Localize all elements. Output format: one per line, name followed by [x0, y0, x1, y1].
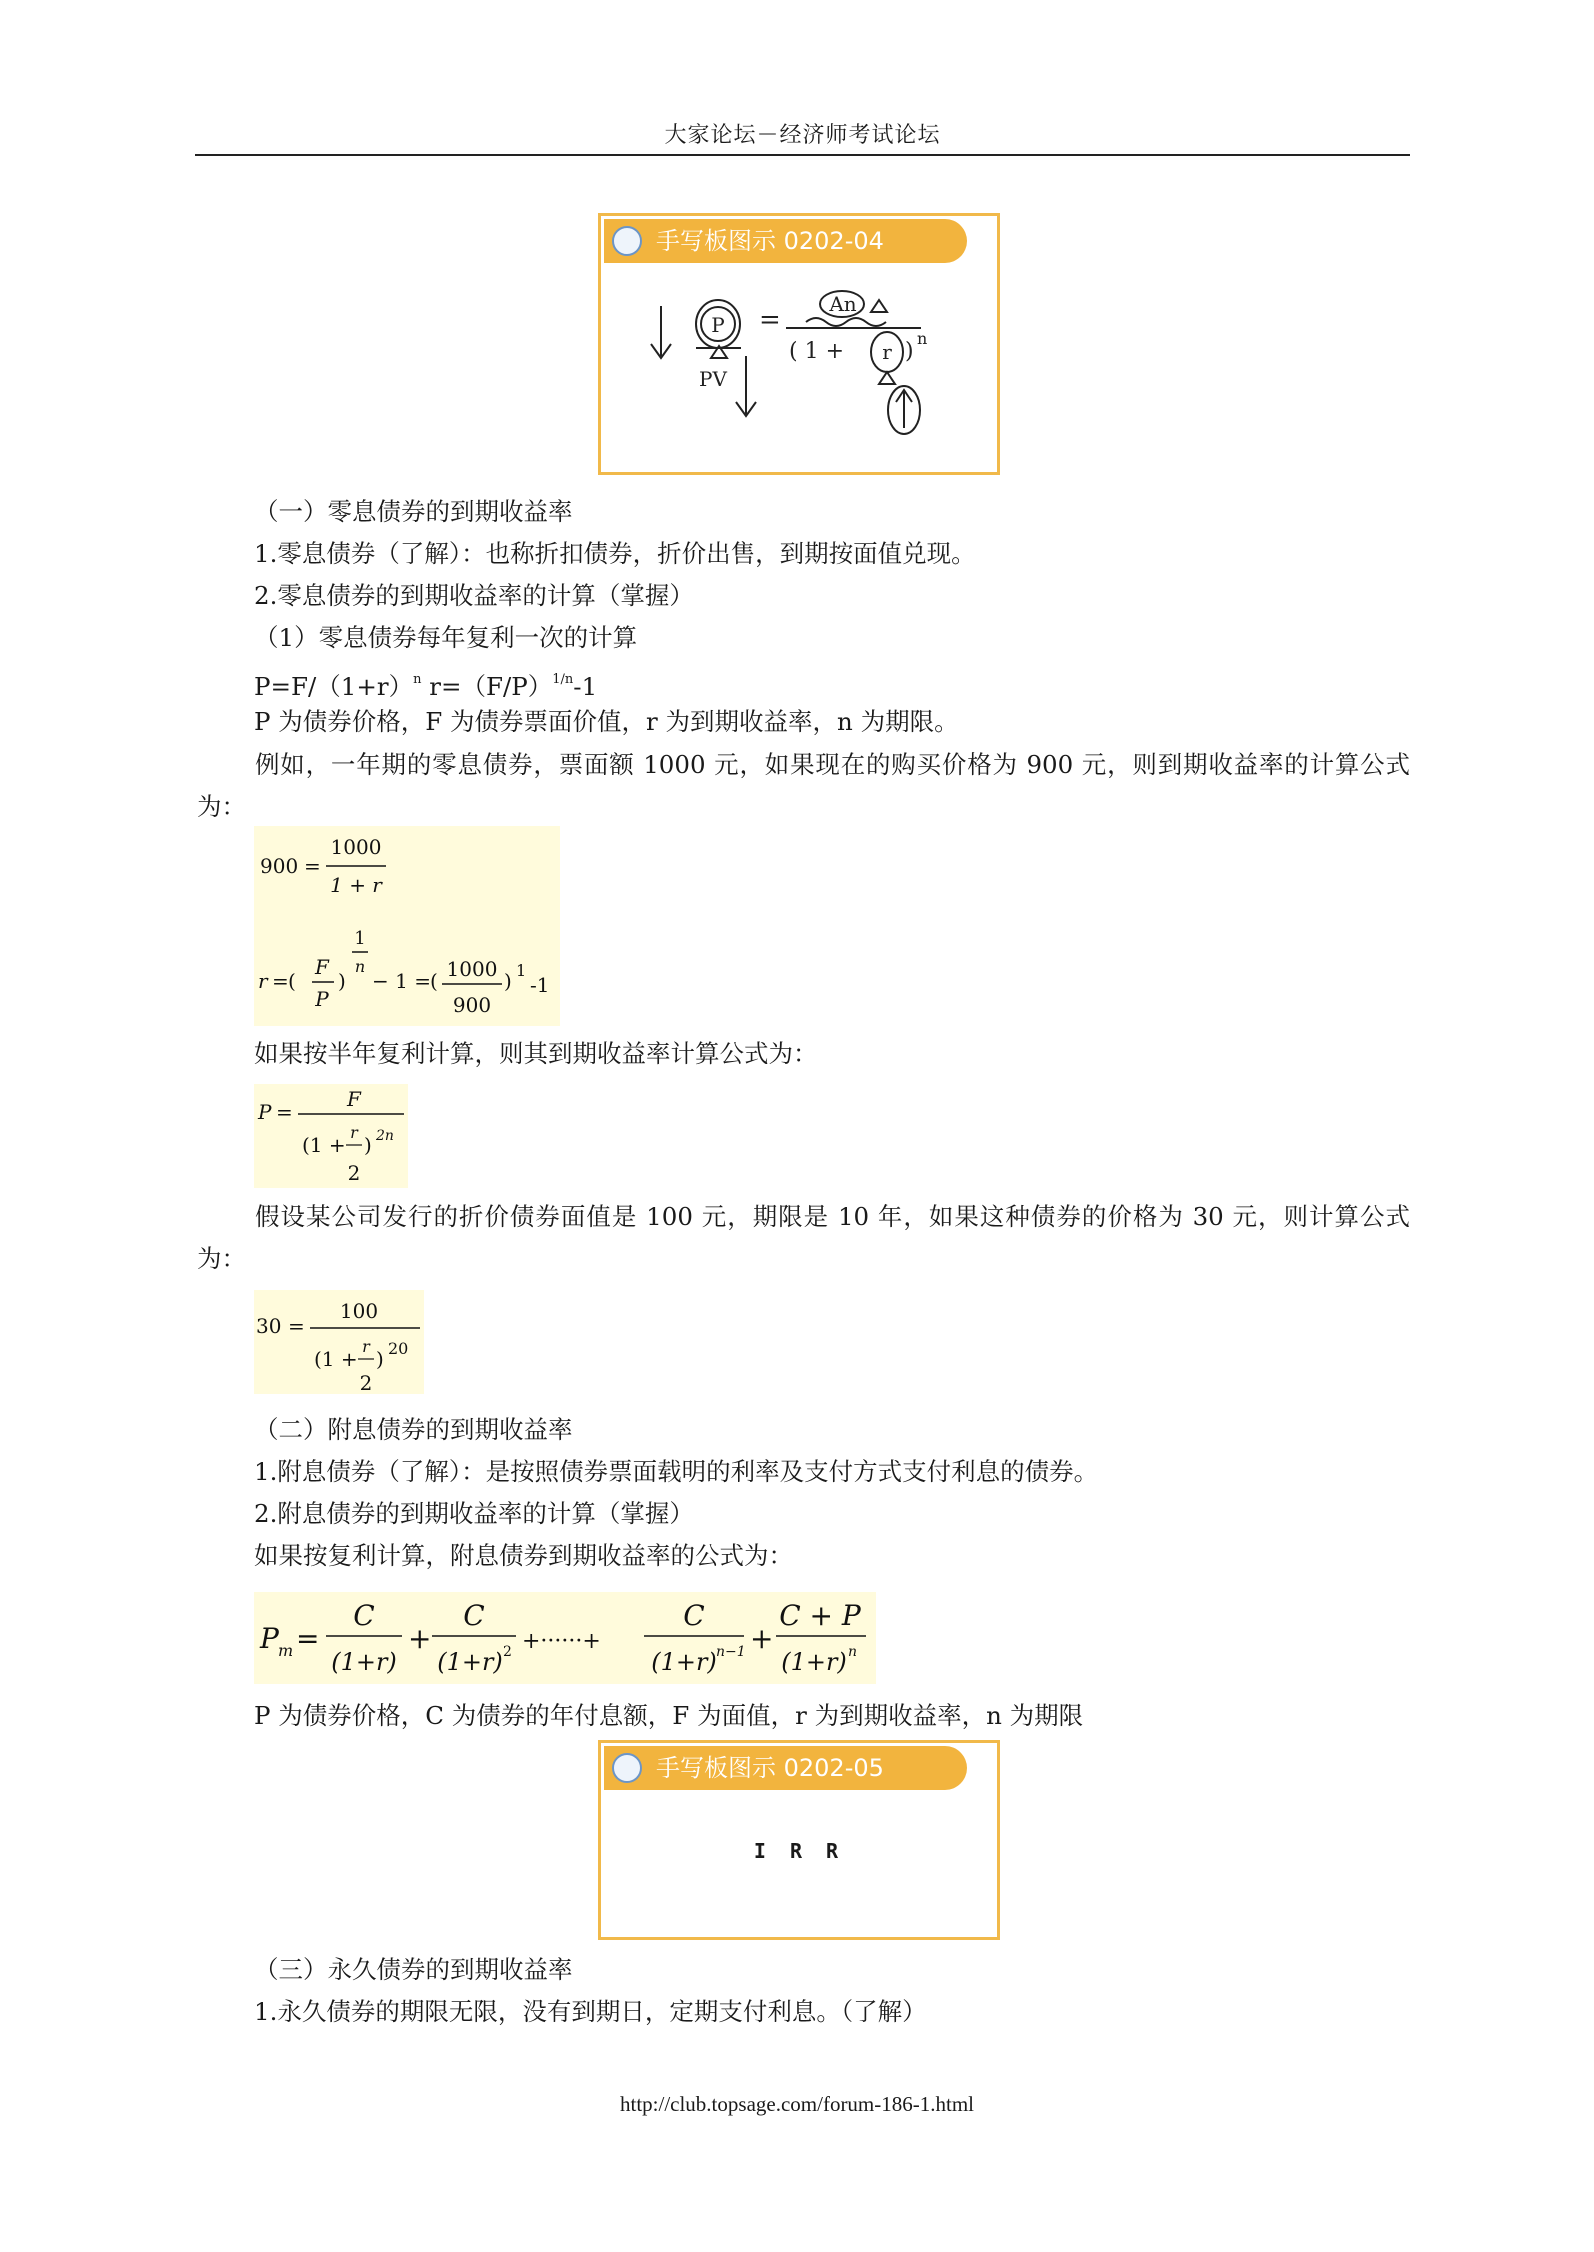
f2-open: (1 + [302, 1133, 346, 1157]
f1-F: F [315, 955, 329, 979]
f4-dots: +······+ [522, 1629, 601, 1654]
f4-d2: (1+r) [437, 1648, 503, 1676]
section-2-item-2: 2.附息债券的到期收益率的计算（掌握） [254, 1499, 694, 1528]
f4-P: P [260, 1622, 279, 1655]
board-title: 手写板图示 0202-05 [656, 1754, 884, 1782]
f3-pow: 20 [388, 1339, 409, 1358]
f3-close: ) [376, 1347, 384, 1371]
f1-num2: 1000 [446, 957, 498, 981]
f1-exp-num: 1 [354, 928, 366, 949]
section-1-sub-1: （1）零息债券每年复利一次的计算 [254, 623, 638, 652]
f2-two: 2 [347, 1161, 361, 1185]
section-2-compound-text: 如果按复利计算，附息债券到期收益率的公式为： [254, 1541, 793, 1570]
section-2-heading: （二）附息债券的到期收益率 [254, 1415, 573, 1444]
f1-exp-den: n [354, 957, 366, 976]
f1-eq: = [304, 854, 321, 878]
scribble [806, 318, 886, 326]
section-1-item-2: 2.零息债券的到期收益率的计算（掌握） [254, 581, 694, 610]
pen-icon [612, 1753, 642, 1783]
f1-pow: 1 [516, 961, 527, 980]
f1-r: r [258, 969, 268, 993]
f1-lhs: 900 [260, 854, 299, 878]
f2-pow: 2n [376, 1128, 394, 1144]
f3-open: (1 + [314, 1347, 358, 1371]
f4-p2: 2 [503, 1644, 512, 1660]
page-footer-url: http://club.topsage.com/forum-186-1.html [619, 2092, 975, 2116]
section-1-definition: P 为债券价格，F 为债券票面价值，r 为到期收益率，n 为期限。 [254, 707, 959, 736]
sketch-an: An [829, 292, 857, 316]
f2-eq: = [276, 1100, 293, 1124]
formula-sup: n [413, 672, 422, 687]
f4-C3: C [683, 1599, 705, 1632]
formula-box-30 [254, 1290, 424, 1394]
f3-r: r [362, 1337, 370, 1356]
f4-C2: C [463, 1599, 485, 1632]
f4-eq: = [296, 1622, 320, 1655]
f1-den: 1 + r [330, 873, 382, 897]
sketch-p: P [711, 313, 725, 337]
f1-lp2: ( [430, 969, 438, 993]
sketch-pv: PV [699, 367, 727, 391]
f2-F: F [347, 1087, 361, 1111]
f1-eq2: = [272, 969, 289, 993]
section-1-item-1: 1.零息债券（了解）：也称折扣债券，折价出售，到期按面值兑现。 [254, 539, 976, 568]
f3-num: 100 [339, 1299, 379, 1323]
sketch-n: n [917, 329, 928, 348]
handwriting-board-0202-05 [598, 1740, 1000, 1940]
f1-den2: 900 [452, 993, 492, 1017]
f4-d4: (1+r) [781, 1648, 847, 1676]
f1-P: P [315, 987, 329, 1011]
f4-d1: (1+r) [331, 1648, 397, 1676]
formula-part: P=F/（1+r） [254, 672, 414, 701]
f1-minus: − 1 = [372, 969, 431, 993]
page-header: 大家论坛－经济师考试论坛 [664, 123, 941, 148]
f4-C1: C [353, 1599, 375, 1632]
f1-lp: ( [288, 969, 296, 993]
f3-two: 2 [359, 1371, 373, 1394]
f4-p3: n−1 [716, 1644, 746, 1660]
header-rule [195, 154, 1410, 156]
section-3-heading: （三）永久债券的到期收益率 [254, 1955, 573, 1984]
board-title: 手写板图示 0202-04 [656, 227, 884, 255]
down-arrow-icon [736, 356, 756, 416]
formula-part: r=（F/P） [429, 672, 553, 701]
handwritten-sketch [601, 216, 997, 472]
f3-eq: = [288, 1314, 305, 1338]
sketch-close: ) [905, 339, 914, 364]
triangle-mark [871, 300, 887, 312]
f4-d3: (1+r) [651, 1648, 717, 1676]
f1-rp: ) [338, 969, 346, 993]
f2-close: ) [364, 1133, 372, 1157]
f1-tail: -1 [530, 973, 550, 997]
formula-sup: 1/n [552, 672, 574, 687]
handwriting-board-0202-04 [598, 213, 1000, 475]
f4-C4: C + P [779, 1599, 861, 1632]
zero-coupon-formula-line [254, 664, 597, 703]
board-title-bar [604, 1746, 967, 1790]
triangle-mark [879, 372, 895, 384]
formula-box-coupon-bond [254, 1592, 876, 1684]
section-1-heading: （一）零息债券的到期收益率 [254, 497, 573, 526]
sketch-r: r [882, 340, 892, 364]
section-3-item-1: 1.永久债券的期限无限，没有到期日，定期支付利息。（了解） [254, 1997, 927, 2026]
formula-part: -1 [573, 672, 598, 701]
example-2-paragraph: 假设某公司发行的折价债券面值是 100 元，期限是 10 年，如果这种债券的价格为 30 元，则计算公式为： [197, 1202, 1410, 1273]
section-2-item-1: 1.附息债券（了解）：是按照债券票面载明的利率及支付方式支付利息的债券。 [254, 1457, 1099, 1486]
formula-box-900 [254, 826, 560, 1026]
up-arrow-icon [896, 390, 912, 428]
sketch-one-plus: ( 1 + [789, 339, 844, 364]
f3-lhs: 30 [256, 1314, 282, 1338]
formula-box-half-year [254, 1084, 408, 1188]
f2-P: P [258, 1100, 272, 1124]
f4-plus2: + [750, 1622, 774, 1655]
f4-sub: m [278, 1641, 294, 1660]
example-1-paragraph: 例如，一年期的零息债券，票面额 1000 元，如果现在的购买价格为 900 元，则到期收益率的计算公式为： [197, 750, 1410, 821]
f1-num: 1000 [330, 835, 382, 859]
f2-r: r [350, 1123, 358, 1142]
sketch-eq: = [759, 305, 781, 335]
f4-plus1: + [408, 1622, 432, 1655]
f1-rp2: ) [504, 969, 512, 993]
f4-p4: n [848, 1644, 858, 1660]
irr-text: I R R [753, 1839, 845, 1863]
section-2-definition: P 为债券价格，C 为债券的年付息额，F 为面值，r 为到期收益率，n 为期限 [254, 1701, 1084, 1730]
half-year-compound-text: 如果按半年复利计算，则其到期收益率计算公式为： [254, 1039, 818, 1068]
down-arrow-icon [651, 306, 671, 358]
